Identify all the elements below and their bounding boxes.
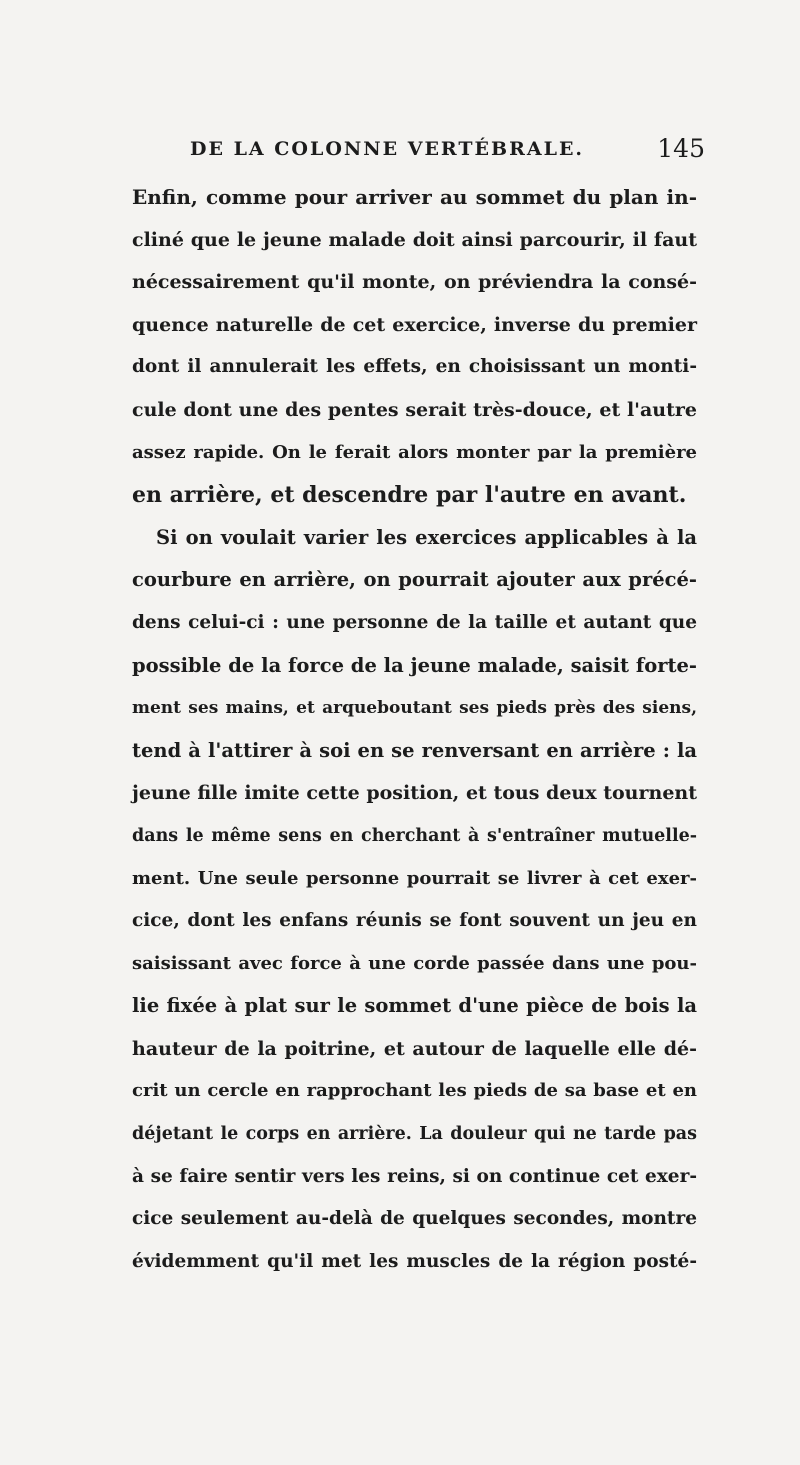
text-line: lie fixée à plat sur le sommet d'une pièce de bois la (132, 994, 697, 1018)
running-title: DE LA COLONNE VERTÉBRALE. (190, 138, 585, 160)
page-number: 145 (657, 134, 705, 163)
body-text (132, 176, 697, 1283)
text-line: ment ses mains, et arqueboutant ses pieds près des siens, (132, 698, 697, 719)
text-line: saisissant avec force à une corde passée dans une pou- (132, 952, 697, 974)
text-line: nécessairement qu'il monte, on préviendra la consé- (132, 271, 697, 294)
text-line: dont il annulerait les effets, en choisissant un monti- (132, 356, 697, 378)
text-line: ment. Une seule personne pourrait se livrer à cet exer- (132, 867, 697, 889)
text-line: à se faire sentir vers les reins, si on continue cet exer- (132, 1165, 697, 1187)
text-line: hauteur de la poitrine, et autour de laquelle elle dé- (132, 1037, 697, 1060)
text-line: crit un cercle en rapprochant les pieds de sa base et en (132, 1080, 697, 1102)
text-line: quence naturelle de cet exercice, inverse du premier (132, 313, 697, 336)
text-line: déjetant le corps en arrière. La douleur qui ne tarde pas (132, 1124, 697, 1145)
text-line: cliné que le jeune malade doit ainsi parcourir, il faut (132, 228, 697, 251)
text-line: dens celui-ci : une personne de la taille et autant que (132, 611, 697, 633)
text-line: tend à l'attirer à soi en se renversant en arrière : la (132, 738, 697, 762)
text-line: cule dont une des pentes serait très-douce, et l'autre (132, 398, 697, 421)
text-line: courbure en arrière, on pourrait ajouter aux précé- (132, 568, 697, 592)
text-line: en arrière, et descendre par l'autre en avant. (132, 482, 687, 509)
text-line: Si on voulait varier les exercices applicables à la (156, 525, 697, 549)
text-line: cice, dont les enfans réunis se font souvent un jeu en (132, 910, 697, 932)
text-line: assez rapide. On le ferait alors monter par la première (132, 441, 697, 463)
text-line: possible de la force de la jeune malade, saisit forte- (132, 653, 697, 677)
running-head (150, 134, 705, 168)
text-line: Enfin, comme pour arriver au sommet du plan in- (132, 185, 697, 209)
text-line: jeune fille imite cette position, et tous deux tournent (132, 782, 697, 805)
text-line: cice seulement au-delà de quelques secondes, montre (132, 1208, 697, 1230)
text-line: évidemment qu'il met les muscles de la région posté- (132, 1250, 697, 1272)
text-line: dans le même sens en cherchant à s'entraîner mutuelle- (132, 825, 697, 846)
